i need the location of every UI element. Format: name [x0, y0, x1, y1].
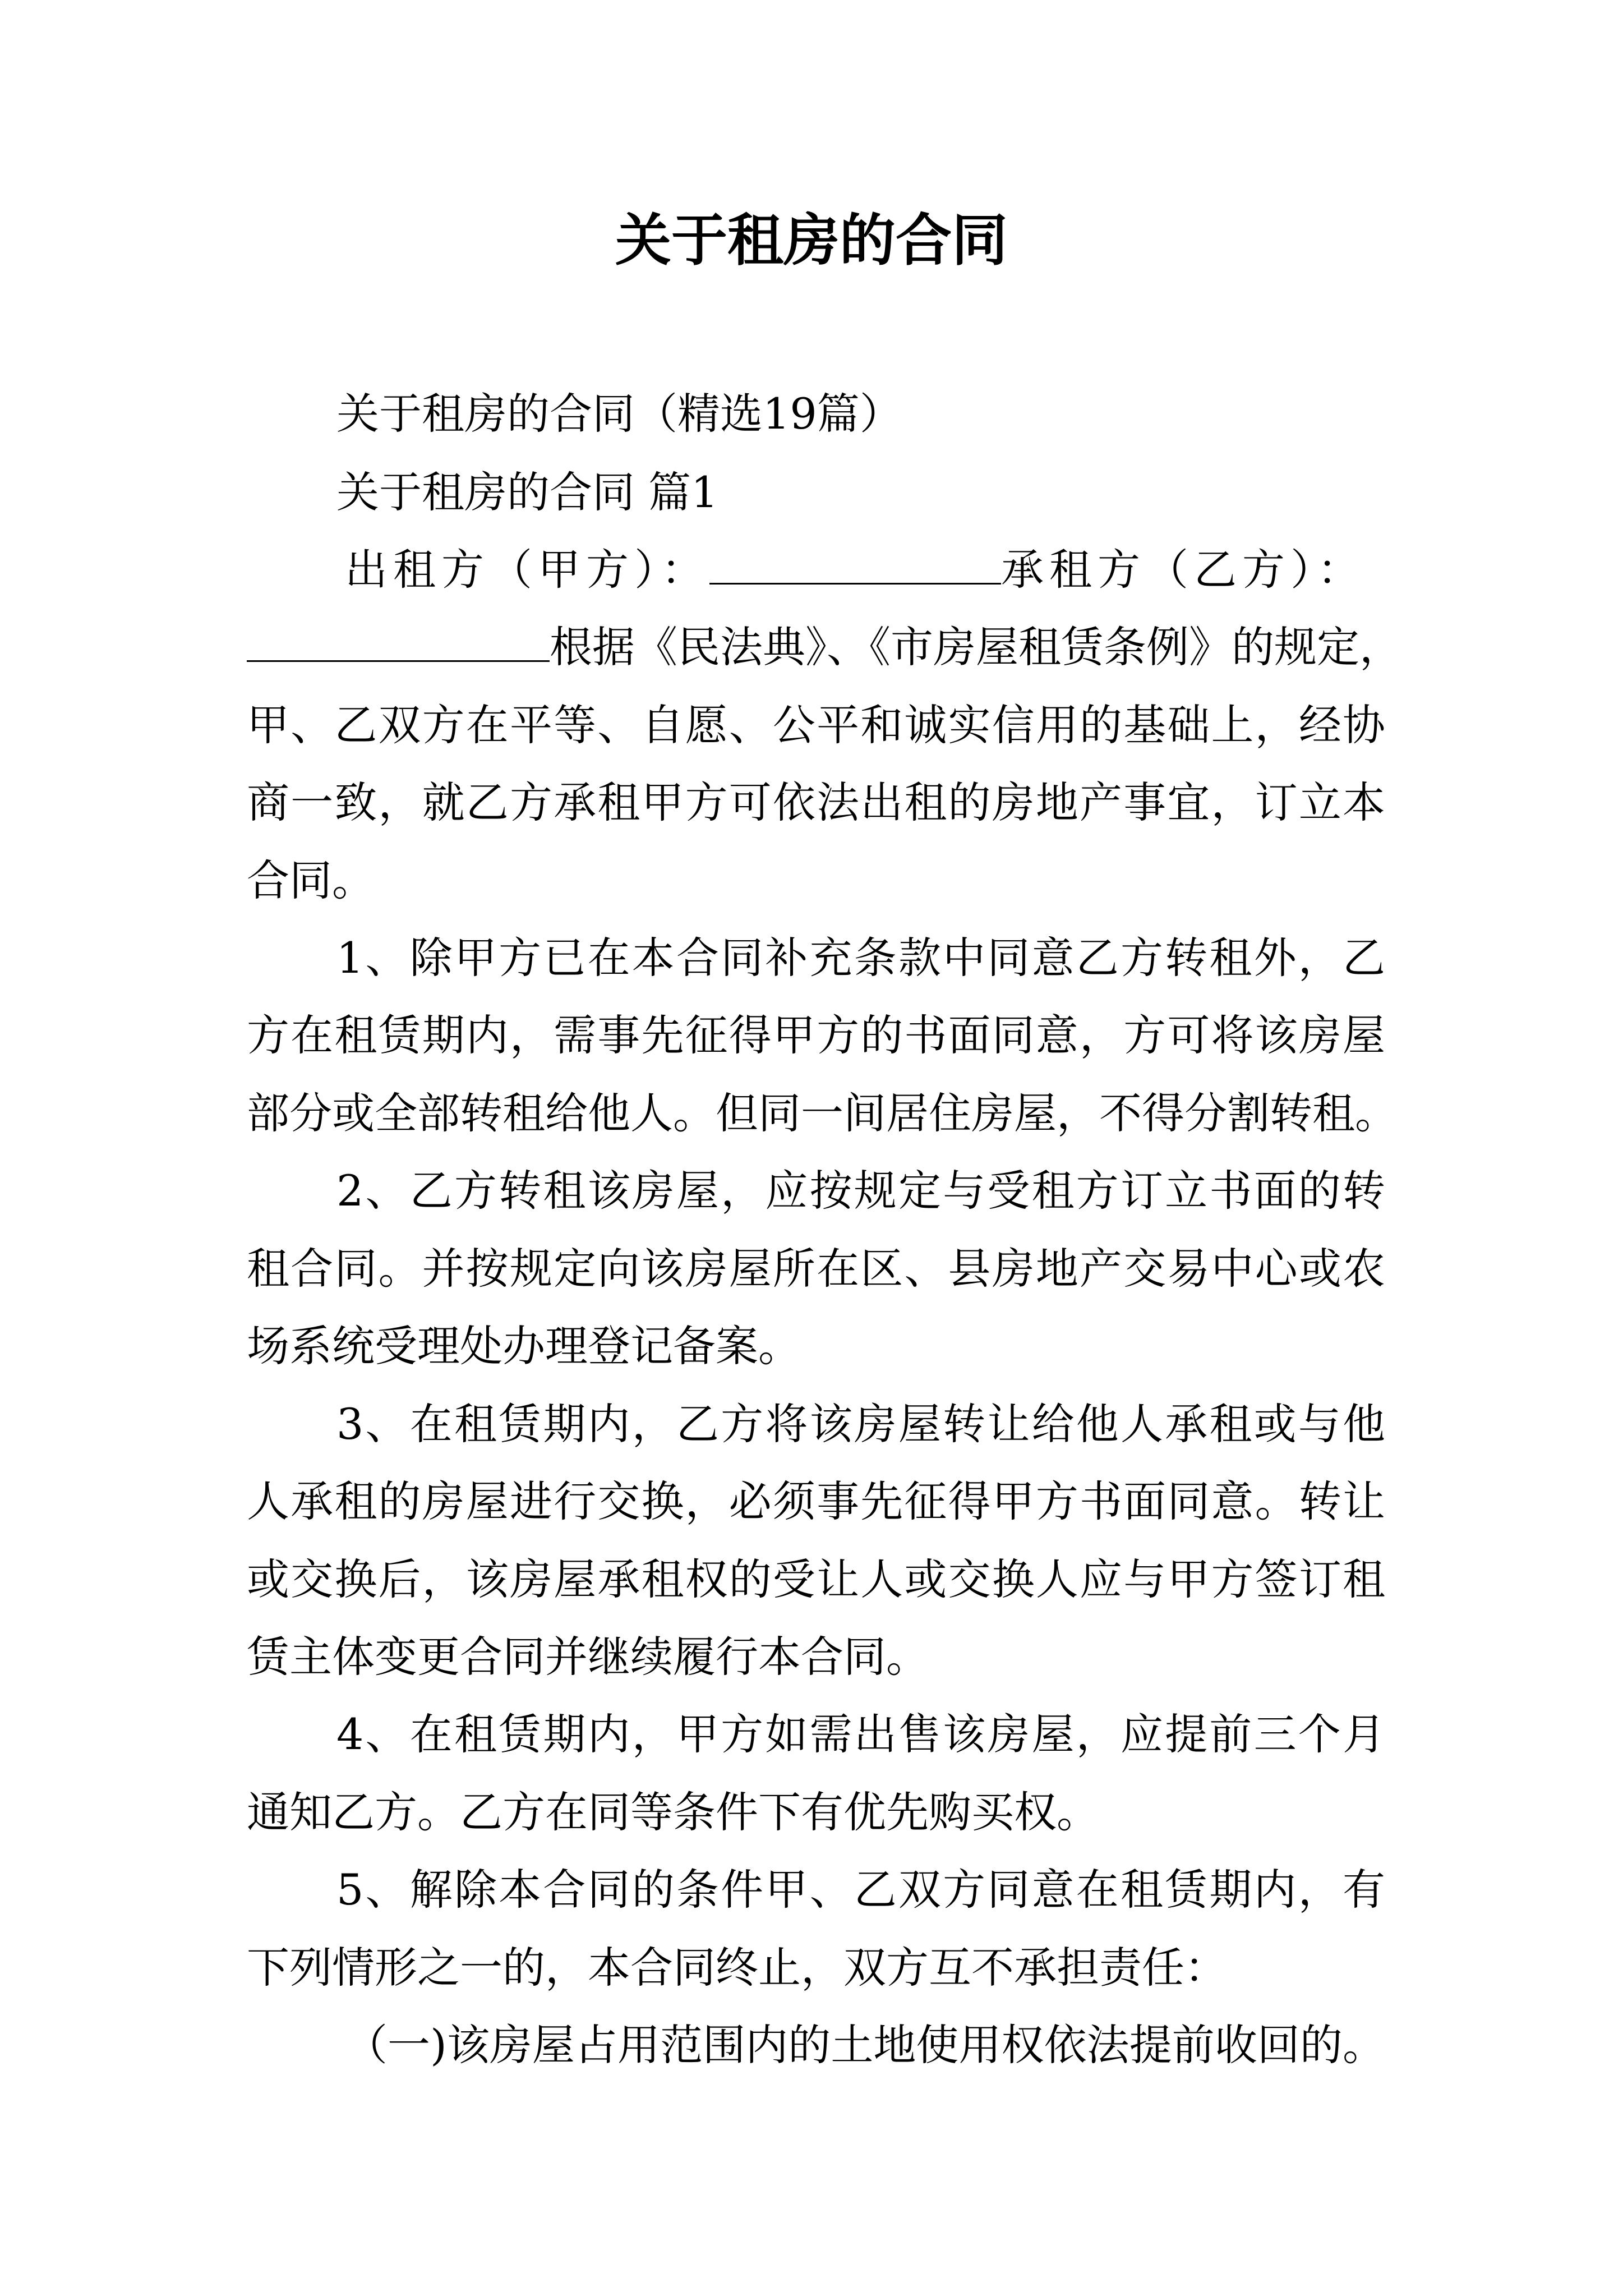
paragraph-line: 通知乙方。乙方在同等条件下有优先购买权。	[247, 1787, 1099, 1837]
parties-continuation-line	[247, 620, 1402, 674]
paragraph-line: 方在租赁期内，需事先征得甲方的书面同意，方可将该房屋	[247, 1010, 1385, 1060]
paragraph-line: 或交换后，该房屋承租权的受让人或交换人应与甲方签订租	[247, 1554, 1385, 1604]
paragraph-line: 合同。	[247, 855, 375, 905]
paragraph-line: 租合同。并按规定向该房屋所在区、县房地产交易中心或农	[247, 1244, 1385, 1294]
paragraph-line: 2、乙方转租该房屋，应按规定与受租方订立书面的转	[336, 1166, 1385, 1216]
parties-line	[345, 543, 1366, 597]
paragraph-line: 5、解除本合同的条件甲、乙双方同意在租赁期内，有	[336, 1865, 1385, 1915]
paragraph-line: 4、在租赁期内，甲方如需出售该房屋，应提前三个月	[336, 1709, 1385, 1759]
paragraph-line: 部分或全部转租给他人。但同一间居住房屋，不得分割转租。	[247, 1088, 1398, 1138]
paragraph-line: 赁主体变更合同并继续履行本合同。	[247, 1632, 929, 1682]
paragraph-line: 1、除甲方已在本合同补充条款中同意乙方转租外，乙	[336, 933, 1385, 983]
lessor-blank	[709, 548, 1001, 585]
paragraph-line: 场系统受理处办理登记备案。	[247, 1321, 801, 1371]
parties-continuation: 根据《民法典》、《市房屋租赁条例》的规定，	[550, 622, 1402, 672]
paragraph-line: 下列情形之一的，本合同终止，双方互不承担责任：	[247, 1943, 1227, 1993]
document-subtitle: 关于租房的合同（精选19篇）	[336, 389, 902, 439]
paragraph-line: （一)该房屋占用范围内的土地使用权依法提前收回的。	[345, 2020, 1385, 2070]
lessee-label: 承租方（乙方）：	[1001, 545, 1366, 595]
section-heading: 关于租房的合同 篇1	[336, 467, 718, 517]
paragraph-line: 3、在租赁期内，乙方将该房屋转让给他人承租或与他	[336, 1399, 1385, 1449]
paragraph-line: 商一致，就乙方承租甲方可依法出租的房地产事宜，订立本	[247, 777, 1385, 827]
paragraph-line: 人承租的房屋进行交换，必须事先征得甲方书面同意。转让	[247, 1476, 1385, 1526]
paragraph-line: 甲、乙双方在平等、自愿、公平和诚实信用的基础上，经协	[247, 700, 1385, 750]
document-title: 关于租房的合同	[615, 207, 1008, 273]
lessee-blank	[247, 625, 550, 662]
lessor-label: 出租方（甲方）：	[345, 545, 709, 595]
